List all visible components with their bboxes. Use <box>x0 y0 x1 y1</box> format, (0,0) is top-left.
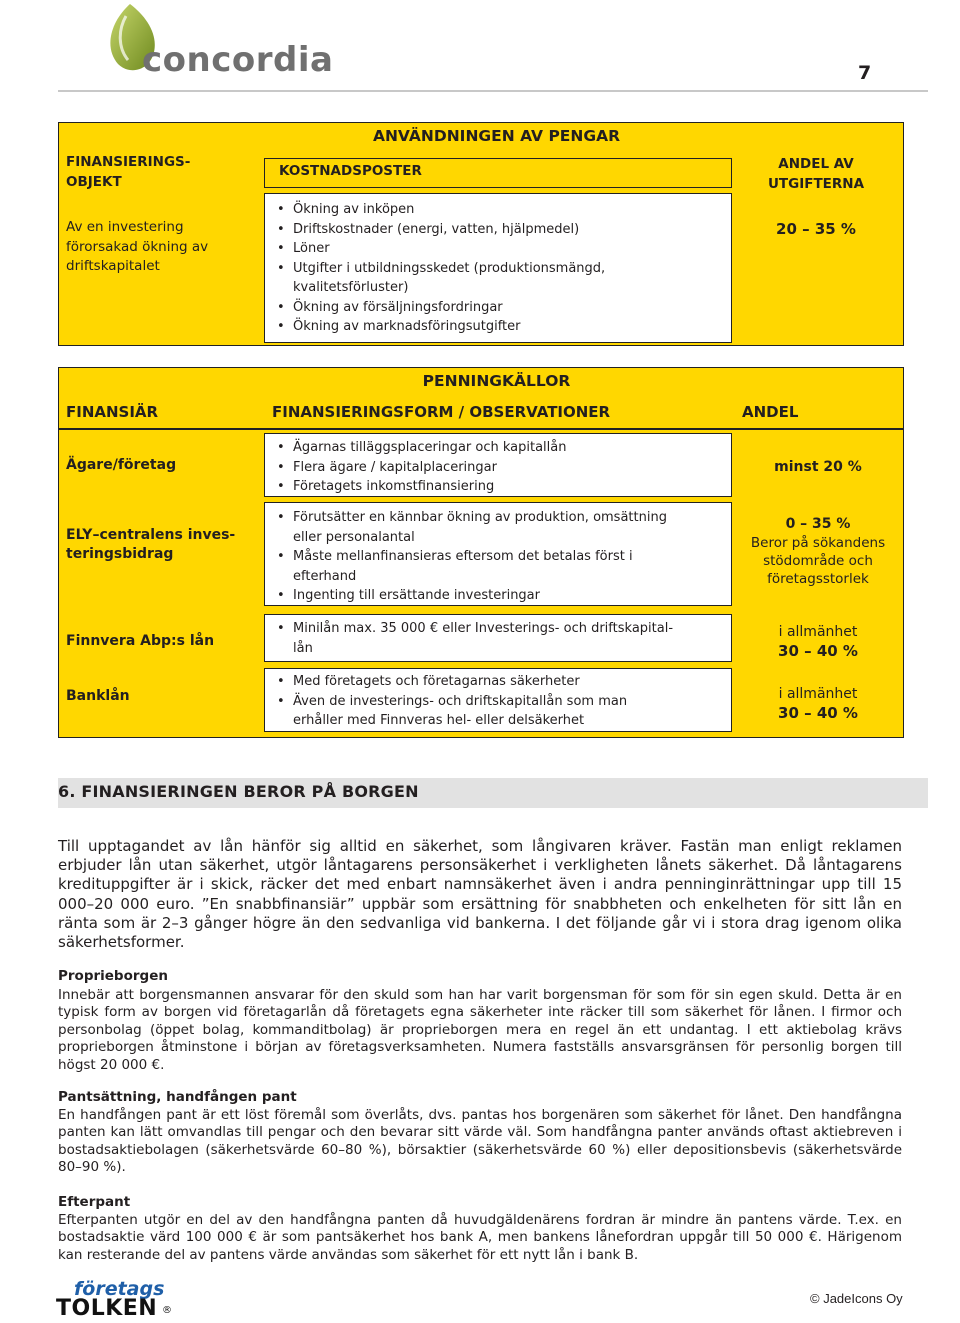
financier-finnvera: Finnvera Abp:s lån <box>66 633 215 649</box>
sources-top-heading: PENNINGKÄLLOR <box>422 372 571 390</box>
logo-bottom-text: TOLKEN <box>56 1296 158 1321</box>
financing-object: Av en investering förorsakad ökning av driftskapitalet <box>66 219 209 274</box>
row3-share: 30 – 40 % <box>778 642 858 660</box>
financier-ely: ELY–centralens inves- teringsbidrag <box>66 527 236 562</box>
row4-share: 30 – 40 % <box>778 704 858 722</box>
list-item: • Måste mellanfinansieras eftersom det betalas först i efterhand <box>265 547 731 586</box>
row4-list <box>265 669 731 731</box>
list-item: • Ökning av inköpen <box>265 200 731 220</box>
list-item: • Ökning av marknadsföringsutgifter <box>265 317 731 337</box>
subsection-text: Innebär att borgensmannen ansvarar för den skuld som han har varit borgensman för som för sin egen skuld. Detta är en typisk form av borgen vid företagarlån då företagets egna säkerheter inte räcker till som säkerhet för lånen. I firmor och personbolag (öppet bolag, kommanditbolag) är proprieborgen mera en regel än ett undantag. I ett aktiebolag krävs proprieborgen åtminstone i början av företagsverksamheten. Numera fastställs ansvarsgränsen för personlig borgen till högst 20 000 €. <box>58 987 902 1073</box>
cost-items-heading-cell <box>264 158 732 188</box>
row4-share-note: i allmänhet <box>778 686 858 702</box>
list-item: • Även de investerings- och driftskapitallån som man erhåller med Finnveras hel- eller delsäkerhet <box>265 692 731 731</box>
list-item: • Minilån max. 35 000 € eller Investerings- och driftskapital- lån <box>265 619 731 658</box>
logo-top-text: företags <box>74 1278 165 1300</box>
subsection-text: Efterpanten utgör en del av den handfångna panten då huvudgäldenärens fordran är mindre än pantens värde. T.ex. en bostadsaktie värd 100 000 € är som pantsäkerhet hos bank A, men bankens lånefordran uppgår till 50 000 €. Härigenom kan resterande del av pantens värde användas som säkerhet för ett nytt lån i bank B. <box>58 1212 902 1263</box>
subsection-heading: Efterpant <box>58 1194 131 1210</box>
list-item: • Förutsätter en kännbar ökning av produktion, omsättning eller personalantal <box>265 508 731 547</box>
list-item: • Ägarnas tilläggsplaceringar och kapitallån <box>265 438 731 458</box>
share-heading: ANDEL AV UTGIFTERNA <box>767 156 865 192</box>
row3-share-note: i allmänhet <box>778 624 858 640</box>
subsection-text: En handfången pant är ett löst föremål som överlåts, dvs. pantas hos borgenären som säkerhet för lånet. Den handfångna panten kan lätt omvandlas till pengar och den bevarar sitt värde väl. Som handfångna panter används oftast aktiebreven i bostadsaktiebolagen (säkerhetsvärde 60–80 %), börsaktier (säkerhetsvärde 60 %) eller depositionsbevis (säkerhetsvärde 80–90 %). <box>58 1107 902 1176</box>
cost-items-cell <box>264 193 732 343</box>
brand-name: concordia <box>142 40 334 80</box>
share-value: 20 – 35 % <box>776 220 856 238</box>
row2-share-note: Beror på sökandens stödområde och företagsstorlek <box>750 535 886 587</box>
page-number: 7 <box>858 62 872 84</box>
list-item: • Med företagets och företagarnas säkerheter <box>265 672 731 692</box>
andel-heading: ANDEL <box>742 403 799 421</box>
list-item: • Utgifter i utbildningsskedet (produktionsmängd, kvalitetsförluster) <box>265 259 731 298</box>
copyright: © JadeIcons Oy <box>810 1291 903 1306</box>
row1-share: minst 20 % <box>774 459 862 475</box>
section-title: 6. FINANSIERINGEN BEROR PÅ BORGEN <box>58 782 419 801</box>
row1-items-cell <box>264 433 732 497</box>
list-item: • Flera ägare / kapitalplaceringar <box>265 458 731 478</box>
list-item: • Ingenting till ersättande investeringar <box>265 586 731 606</box>
form-heading: FINANSIERINGSFORM / OBSERVATIONER <box>272 403 611 421</box>
financier-bank: Banklån <box>66 688 130 704</box>
financier-heading: FINANSIÄR <box>66 403 159 421</box>
row3-items-cell <box>264 614 732 662</box>
list-item: • Driftskostnader (energi, vatten, hjälpmedel) <box>265 220 731 240</box>
list-item: • Företagets inkomstfinansiering <box>265 477 731 497</box>
foretagstolken-logo <box>56 1278 196 1322</box>
row1-list <box>265 434 731 497</box>
subsection-heading: Proprieborgen <box>58 968 168 984</box>
row2-share: 0 – 35 % <box>785 516 851 532</box>
subsection-heading: Pantsättning, handfången pant <box>58 1089 297 1105</box>
financier-owner: Ägare/företag <box>66 457 177 473</box>
row2-items-cell <box>264 502 732 606</box>
row2-list <box>265 503 731 606</box>
list-item: • Löner <box>265 239 731 259</box>
header-divider <box>58 90 928 92</box>
row3-list <box>265 615 731 658</box>
cost-items-list <box>265 194 731 337</box>
row4-items-cell <box>264 668 732 732</box>
section-intro: Till upptagandet av lån hänför sig alltid en säkerhet, som långivaren kräver. Fastän man enligt reklamen erbjuder lån utan säkerhet, utgör låntagarens personsäkerhet i verkligheten lånets säkerhet. Då låntagarens kredituppgifter är i skick, räcker det med enbart namnsäkerhet även i andra penninginrättningar upp till 15 000–20 000 euro. ”En snabbfinansiär” uppbär som ersättning för snabbheten och enkelheten för sitt lån en ränta som är 2–3 gånger högre än den sedvanliga vid bankerna. I det följande går vi i stora drag igenom olika säkerhetsformer. <box>58 837 902 952</box>
list-item: • Ökning av försäljningsfordringar <box>265 298 731 318</box>
usage-top-heading: ANVÄNDNINGEN AV PENGAR <box>372 127 621 145</box>
registered-mark: ® <box>162 1305 172 1316</box>
cost-items-heading: KOSTNADSPOSTER <box>279 163 422 179</box>
concordia-logo <box>96 0 334 90</box>
financing-object-heading: FINANSIERINGS- OBJEKT <box>66 154 191 190</box>
